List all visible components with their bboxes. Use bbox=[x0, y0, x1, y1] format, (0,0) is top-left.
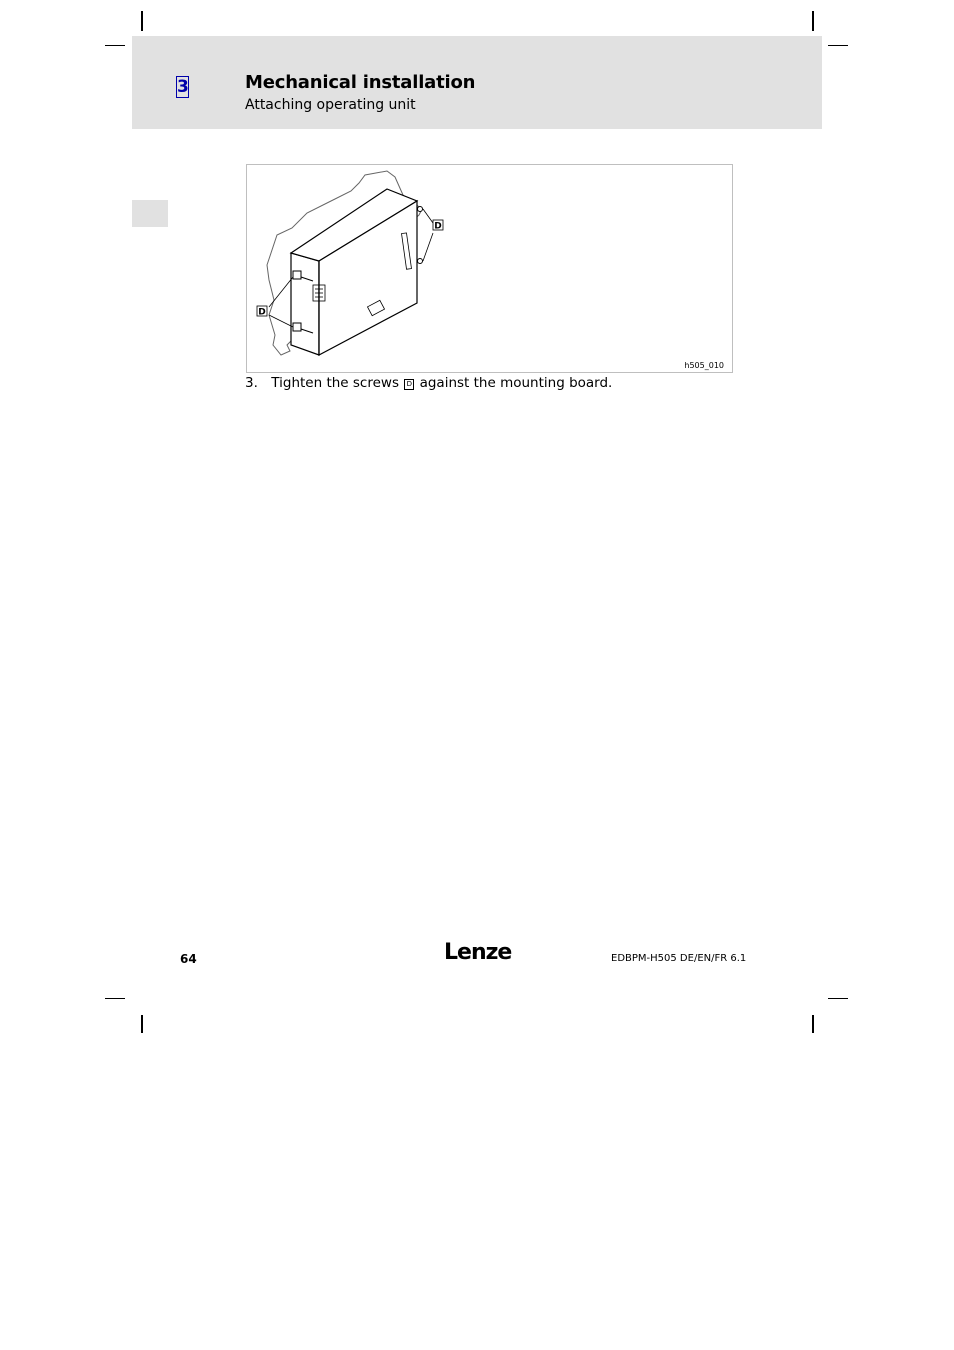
operating-unit-illustration bbox=[247, 165, 732, 372]
header-band bbox=[132, 36, 822, 129]
crop-mark bbox=[828, 998, 848, 999]
crop-mark bbox=[812, 11, 814, 31]
side-tab bbox=[132, 200, 168, 227]
crop-mark bbox=[141, 1015, 143, 1033]
crop-mark bbox=[828, 45, 848, 46]
crop-mark bbox=[105, 45, 125, 46]
step-number: 3. bbox=[245, 375, 258, 391]
page-number: 64 bbox=[180, 952, 197, 966]
figure-id: h505_010 bbox=[684, 361, 724, 370]
step-text-rest: against the mounting board. bbox=[419, 375, 613, 391]
callout-key: D bbox=[404, 379, 414, 390]
callout-label: D bbox=[258, 307, 266, 318]
step-text: Tighten the screws bbox=[271, 375, 399, 391]
crop-mark bbox=[141, 11, 143, 31]
page-title: Mechanical installation bbox=[245, 72, 476, 93]
instruction-step bbox=[245, 375, 612, 391]
chapter-number: 3 bbox=[177, 77, 189, 97]
figure-frame bbox=[246, 164, 733, 373]
crop-mark bbox=[812, 1015, 814, 1033]
page-subtitle: Attaching operating unit bbox=[245, 97, 416, 113]
callout-label: D bbox=[434, 221, 442, 232]
crop-mark bbox=[105, 998, 125, 999]
device-housing bbox=[291, 189, 417, 355]
lenze-logo: Lenze bbox=[444, 940, 512, 965]
document-reference: EDBPM-H505 DE/EN/FR 6.1 bbox=[611, 953, 747, 964]
